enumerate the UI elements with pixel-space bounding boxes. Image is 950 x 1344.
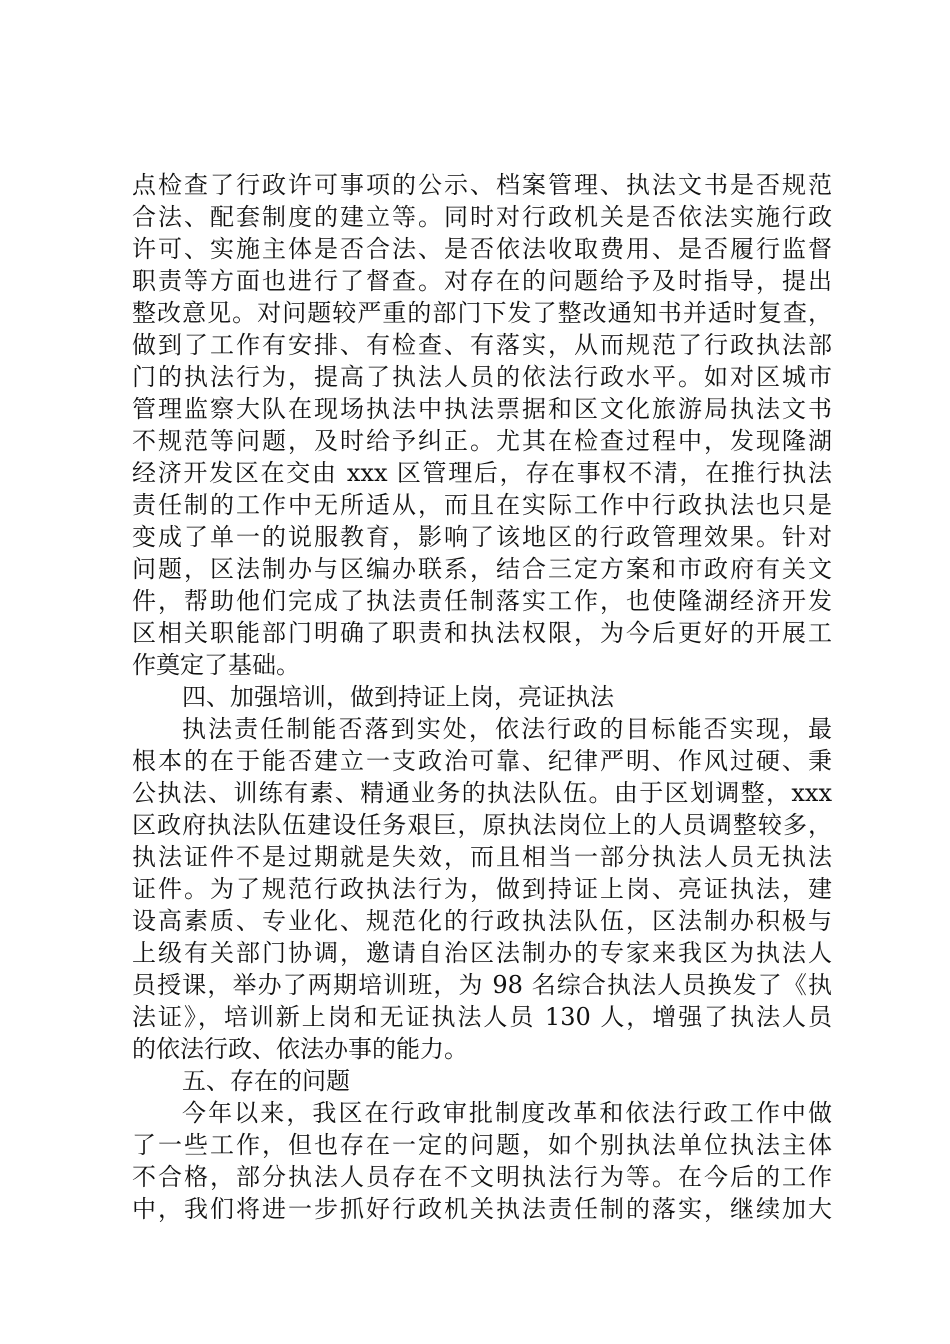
text-line: 经济开发区在交由 xxx 区管理后，存在事权不清，在推行执法 bbox=[132, 459, 832, 487]
text-line: 法证》，培训新上岗和无证执法人员 130 人，增强了执法人员 bbox=[132, 1003, 832, 1031]
text-line: 变成了单一的说服教育，影响了该地区的行政管理效果。针对 bbox=[132, 523, 832, 551]
text-line: 员授课，举办了两期培训班，为 98 名综合执法人员换发了《执 bbox=[132, 971, 832, 999]
text-line: 公执法、训练有素、精通业务的执法队伍。由于区划调整，xxx bbox=[132, 779, 832, 807]
document-body bbox=[132, 169, 832, 1225]
text-line: 的依法行政、依法办事的能力。 bbox=[132, 1035, 468, 1063]
text-line: 做到了工作有安排、有检查、有落实，从而规范了行政执法部 bbox=[132, 331, 832, 359]
text-line: 了一些工作，但也存在一定的问题，如个别执法单位执法主体 bbox=[132, 1131, 832, 1159]
text-line: 证件。为了规范行政执法行为，做到持证上岗、亮证执法，建 bbox=[132, 875, 832, 903]
text-line: 问题，区法制办与区编办联系，结合三定方案和市政府有关文 bbox=[132, 555, 832, 583]
text-line: 许可、实施主体是否合法、是否依法收取费用、是否履行监督 bbox=[132, 235, 832, 263]
text-line: 上级有关部门协调，邀请自治区法制办的专家来我区为执法人 bbox=[132, 939, 832, 967]
section-heading-training: 四、加强培训，做到持证上岗，亮证执法 bbox=[182, 683, 614, 711]
text-line: 作奠定了基础。 bbox=[132, 651, 300, 679]
text-line: 设高素质、专业化、规范化的行政执法队伍，区法制办积极与 bbox=[132, 907, 832, 935]
text-line: 件，帮助他们完成了执法责任制落实工作，也使隆湖经济开发 bbox=[132, 587, 832, 615]
text-line: 职责等方面也进行了督查。对存在的问题给予及时指导，提出 bbox=[132, 267, 832, 295]
text-line: 合法、配套制度的建立等。同时对行政机关是否依法实施行政 bbox=[132, 203, 832, 231]
paragraph-inspection bbox=[132, 169, 832, 681]
text-line: 不规范等问题，及时给予纠正。尤其在检查过程中，发现隆湖 bbox=[132, 427, 832, 455]
text-line: 不合格，部分执法人员存在不文明执法行为等。在今后的工作 bbox=[132, 1163, 832, 1191]
text-line: 中，我们将进一步抓好行政机关执法责任制的落实，继续加大 bbox=[132, 1195, 832, 1223]
section-heading-problems: 五、存在的问题 bbox=[182, 1067, 350, 1095]
text-line: 根本的在于能否建立一支政治可靠、纪律严明、作风过硬、秉 bbox=[132, 747, 832, 775]
text-line: 门的执法行为，提高了执法人员的依法行政水平。如对区城市 bbox=[132, 363, 832, 391]
text-line: 执法责任制能否落到实处，依法行政的目标能否实现，最 bbox=[182, 715, 832, 743]
paragraph-problems bbox=[132, 1097, 832, 1225]
text-line: 区政府执法队伍建设任务艰巨，原执法岗位上的人员调整较多， bbox=[132, 811, 832, 839]
text-line: 今年以来，我区在行政审批制度改革和依法行政工作中做 bbox=[182, 1099, 832, 1127]
text-line: 执法证件不是过期就是失效，而且相当一部分执法人员无执法 bbox=[132, 843, 832, 871]
text-line: 责任制的工作中无所适从，而且在实际工作中行政执法也只是 bbox=[132, 491, 832, 519]
text-line: 点检查了行政许可事项的公示、档案管理、执法文书是否规范 bbox=[132, 171, 832, 199]
paragraph-training bbox=[132, 713, 832, 1065]
text-line: 管理监察大队在现场执法中执法票据和区文化旅游局执法文书 bbox=[132, 395, 832, 423]
text-line: 整改意见。对问题较严重的部门下发了整改通知书并适时复查， bbox=[132, 299, 832, 327]
text-line: 区相关职能部门明确了职责和执法权限，为今后更好的开展工 bbox=[132, 619, 832, 647]
